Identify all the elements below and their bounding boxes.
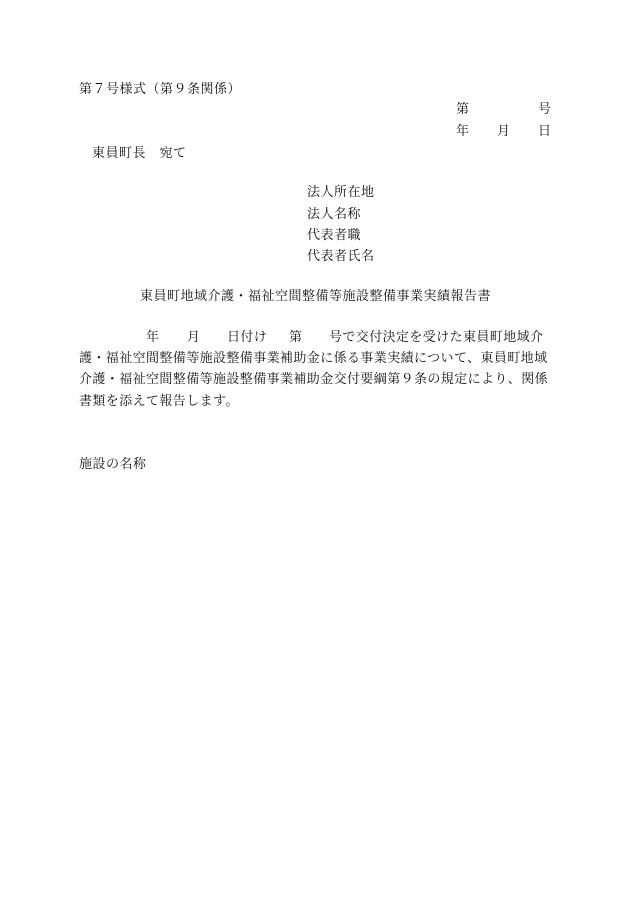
facility-name-label: 施設の名称	[79, 457, 147, 472]
addressee: 東員町長 宛て	[92, 146, 187, 161]
date-month-label: 月	[497, 124, 511, 139]
body-line-4: 書類を添えて報告します。	[79, 394, 239, 409]
body-number-prefix: 第	[289, 330, 303, 345]
document-title: 東員町地域介護・福祉空間整備等施設整備事業実績報告書	[140, 289, 492, 304]
representative-title-label: 代表者職	[307, 228, 362, 243]
body-line-3: 介護・福祉空間整備等施設整備事業補助金交付要綱第９条の規定により、関係	[79, 372, 549, 387]
body-line-1-text: 号で交付決定を受けた東員町地域介	[329, 330, 544, 345]
date-day-label: 日	[538, 124, 552, 139]
body-line-2: 護・福祉空間整備等施設整備事業補助金に係る事業実績について、東員町地域	[79, 351, 548, 366]
date-year-label: 年	[456, 124, 470, 139]
applicant-name-label: 法人名称	[307, 207, 362, 222]
representative-name-label: 代表者氏名	[307, 249, 375, 264]
body-month-label: 月	[187, 330, 201, 345]
applicant-address-label: 法人所在地	[307, 185, 375, 200]
body-year-label: 年	[146, 330, 160, 345]
document-number-suffix: 号	[538, 102, 552, 117]
document-number-prefix: 第	[456, 102, 470, 117]
body-dated-label: 日付け	[227, 330, 268, 345]
form-number: 第７号様式（第９条関係）	[79, 82, 242, 97]
